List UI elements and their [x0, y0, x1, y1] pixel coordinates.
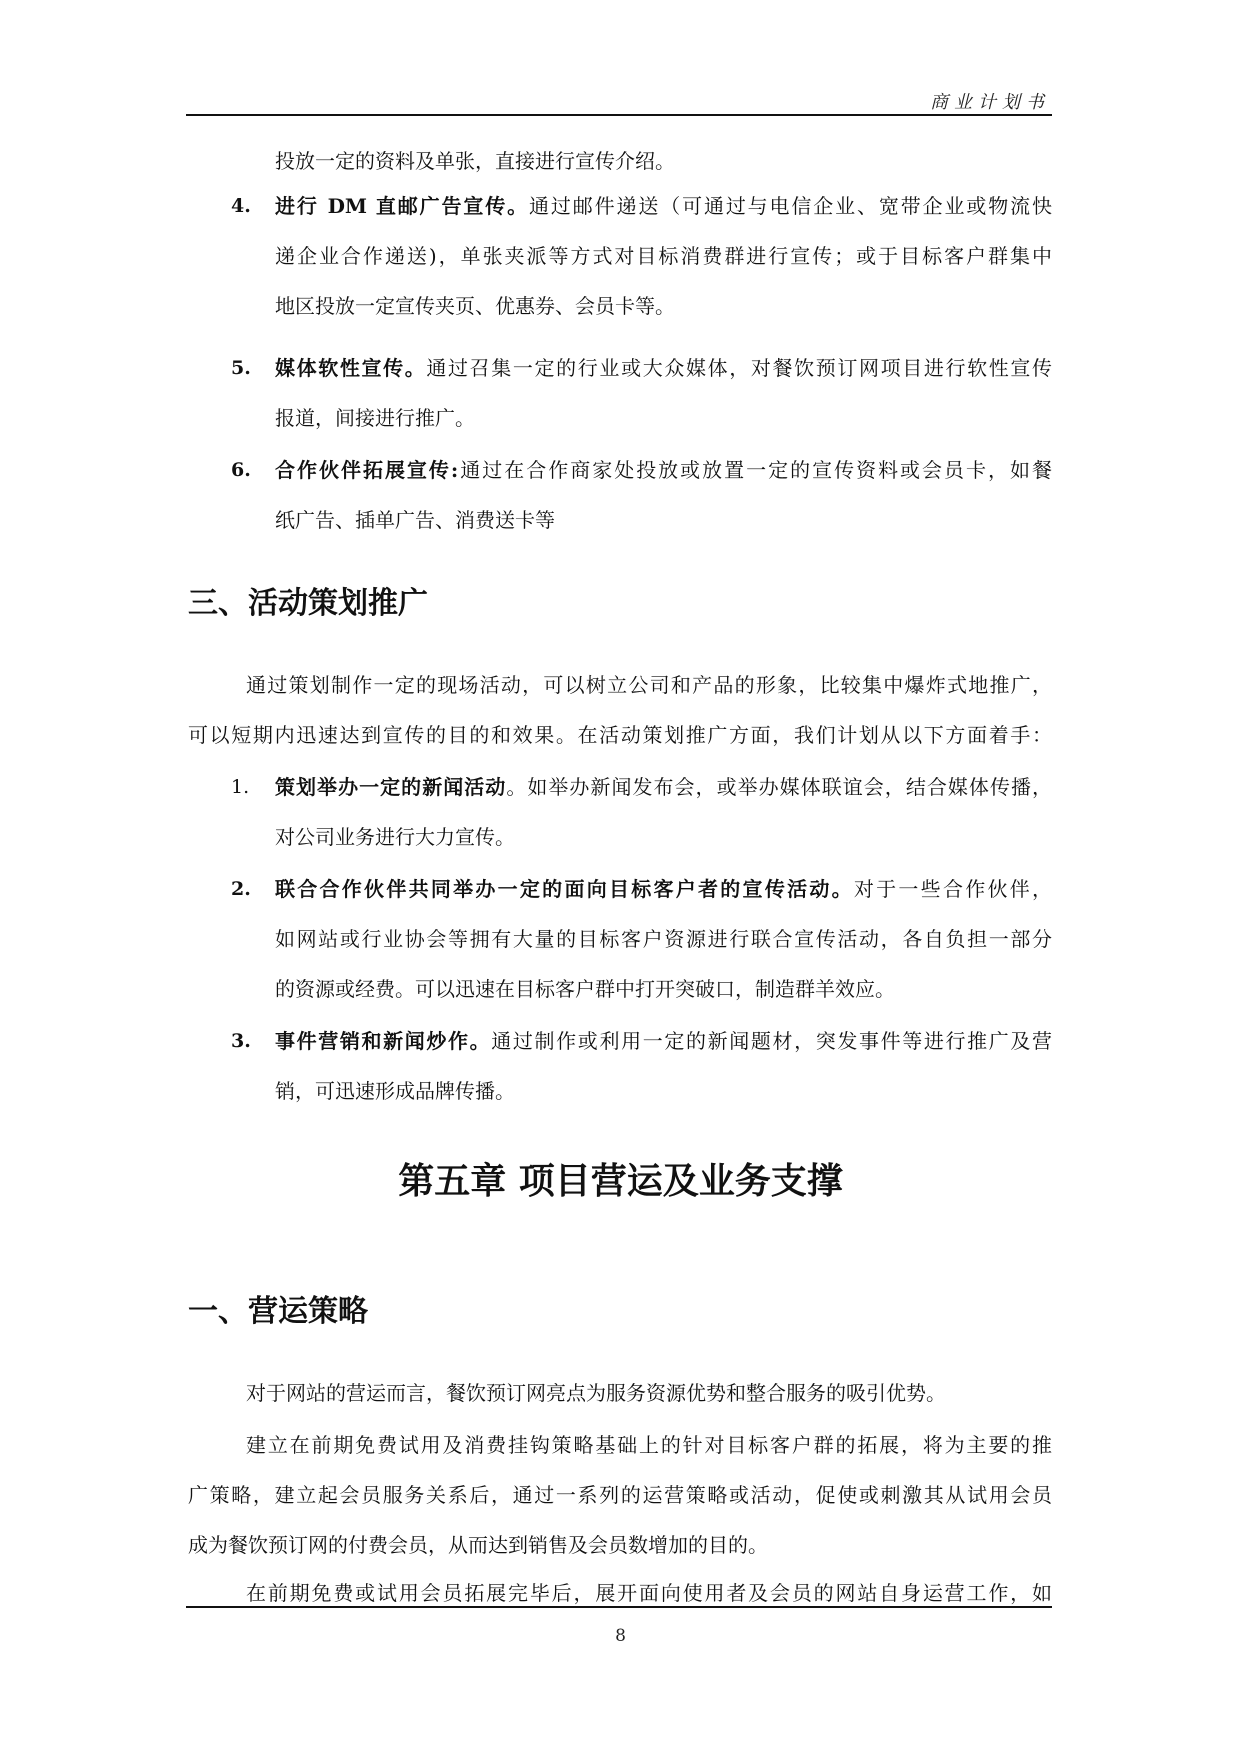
header-rule — [186, 114, 1052, 116]
list-item-line: 递企业合作递送)，单张夹派等方式对目标消费群进行宣传；或于目标客户群集中 — [275, 244, 1052, 268]
list-item-text: 通过邮件递送（可通过与电信企业、宽带企业或物流快 — [528, 194, 1052, 218]
list-item-line — [275, 1027, 1052, 1055]
list-item-line: 如网站或行业协会等拥有大量的目标客户资源进行联合宣传活动，各自负担一部分 — [275, 927, 1052, 951]
paragraph-line: 建立在前期免费试用及消费挂钩策略基础上的针对目标客户群的拓展，将为主要的推 — [246, 1433, 1052, 1457]
list-item-text: 通过制作或利用一定的新闻题材，突发事件等进行推广及营 — [491, 1029, 1053, 1053]
list-item-line: 纸广告、插单广告、消费送卡等 — [275, 508, 555, 532]
list-number: 3. — [231, 1030, 251, 1052]
paragraph-line: 通过策划制作一定的现场活动，可以树立公司和产品的形象，比较集中爆炸式地推广， — [246, 673, 1052, 697]
page-number: 8 — [615, 1626, 626, 1646]
running-header-title: 商业计划书 — [930, 92, 1050, 113]
list-item-line — [275, 875, 1052, 903]
list-item-text: 。如举办新闻发布会，或举办媒体联谊会，结合媒体传播， — [506, 775, 1053, 799]
list-item-line — [275, 456, 1052, 484]
intro-continuation: 投放一定的资料及单张，直接进行宣传介绍。 — [275, 149, 675, 173]
list-item-text: 通过在合作商家处投放或放置一定的宣传资料或会员卡，如餐 — [458, 458, 1052, 482]
list-item-bold: 媒体软性宣传。 — [275, 356, 427, 380]
list-number: 6. — [231, 459, 251, 481]
chapter-title: 第五章 项目营运及业务支撑 — [398, 1161, 843, 1202]
paragraph-line: 在前期免费或试用会员拓展完毕后，展开面向使用者及会员的网站自身运营工作，如 — [246, 1581, 1052, 1605]
paragraph-line: 对于网站的营运而言，餐饮预订网亮点为服务资源优势和整合服务的吸引优势。 — [246, 1381, 946, 1405]
list-item-bold: 合作伙伴拓展宣传: — [275, 458, 459, 482]
paragraph-line: 广策略，建立起会员服务关系后，通过一系列的运营策略或活动，促使或刺激其从试用会员 — [188, 1483, 1052, 1507]
list-number: 4. — [231, 195, 251, 217]
list-item-text: 对于一些合作伙伴， — [853, 877, 1053, 901]
list-item-line: 对公司业务进行大力宣传。 — [275, 825, 515, 849]
paragraph-line: 成为餐饮预订网的付费会员，从而达到销售及会员数增加的目的。 — [188, 1533, 768, 1557]
list-item-bold: 事件营销和新闻炒作。 — [275, 1029, 492, 1053]
list-item-bold: 策划举办一定的新闻活动 — [275, 775, 507, 799]
list-number: 5. — [231, 357, 251, 379]
paragraph-line: 可以短期内迅速达到宣传的目的和效果。在活动策划推广方面，我们计划从以下方面着手： — [188, 723, 1052, 747]
list-item-line: 地区投放一定宣传夹页、优惠券、会员卡等。 — [275, 294, 675, 318]
list-number: 2. — [231, 878, 251, 900]
list-number: 1. — [231, 776, 250, 798]
footer-rule — [186, 1606, 1052, 1608]
section-heading: 三、活动策划推广 — [188, 586, 428, 621]
list-item-line: 的资源或经费。可以迅速在目标客户群中打开突破口，制造群羊效应。 — [275, 977, 895, 1001]
list-item-line: 销，可迅速形成品牌传播。 — [275, 1079, 515, 1103]
list-item-text: 通过召集一定的行业或大众媒体，对餐饮预订网项目进行软性宣传 — [426, 356, 1053, 380]
list-item-line: 报道，间接进行推广。 — [275, 406, 475, 430]
list-item-bold: 联合合作伙伴共同举办一定的面向目标客户者的宣传活动。 — [275, 877, 854, 901]
list-item-line — [275, 192, 1052, 220]
list-item-bold: 进行 DM 直邮广告宣传。 — [275, 194, 529, 218]
list-item-line — [275, 773, 1052, 801]
section-heading: 一、营运策略 — [188, 1294, 368, 1329]
list-item-line — [275, 354, 1052, 382]
